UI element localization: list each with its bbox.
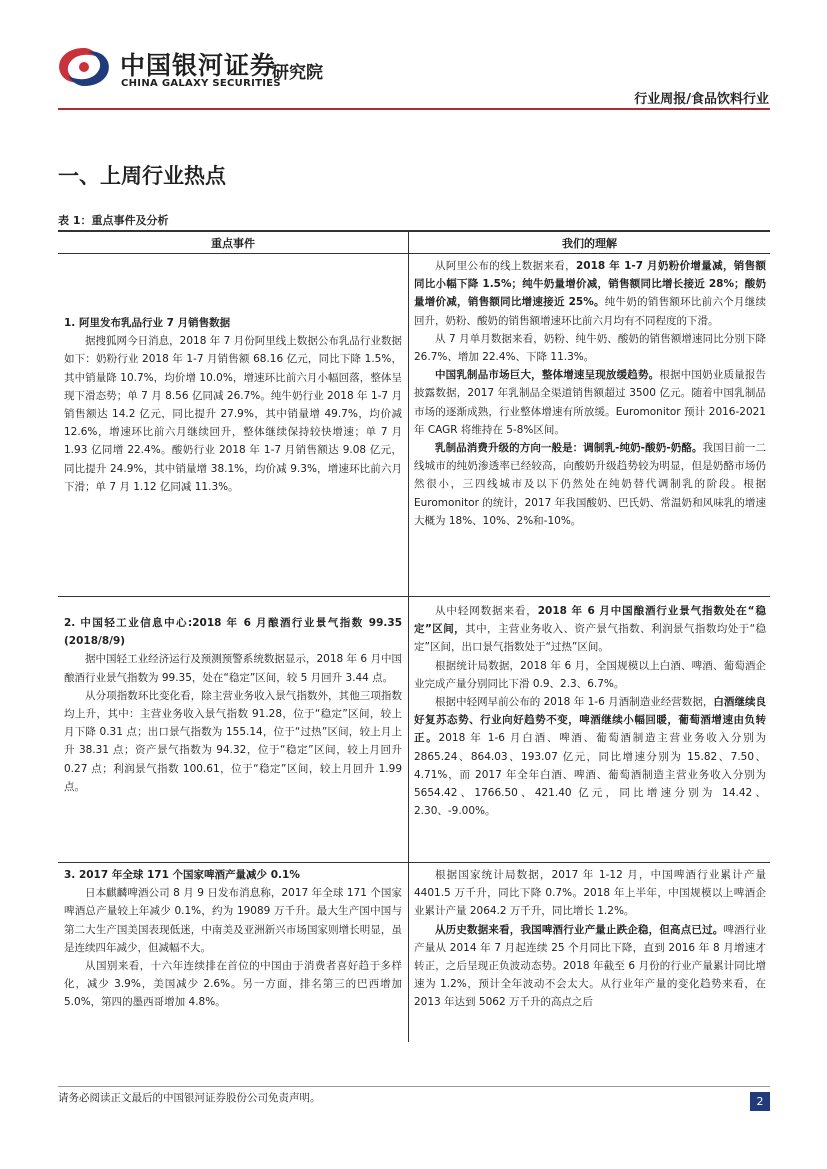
page-header xyxy=(0,0,827,112)
row-divider xyxy=(58,862,770,863)
analysis-paragraph: 根据国家统计局数据，2017 年 1-12 月，中国啤酒行业累计产量 4401.5 万千升，同比下降 0.7%。2018 年上半年，中国规模以上啤酒企业累计产量 2064.2 万千升，同比增长 1.2%。 xyxy=(414,869,766,918)
page-number: 2 xyxy=(750,1092,770,1111)
table-row-1-event xyxy=(64,314,402,496)
section-title: 一、上周行业热点 xyxy=(58,164,226,188)
column-divider xyxy=(408,230,409,1042)
table-top-rule xyxy=(58,230,770,232)
header-rule xyxy=(58,108,770,110)
brand-name-en: CHINA GALAXY SECURITIES xyxy=(121,78,281,89)
brand-name-cn: 中国银河证券 xyxy=(120,51,277,80)
event-title: 1. 阿里发布乳品行业 7 月销售数据 xyxy=(64,317,231,329)
event-paragraph: 日本麒麟啤酒公司 8 月 9 日发布消息称，2017 年全球 171 个国家啤酒总产量较上年减少 0.1%，约为 19089 万千升。最大生产国中国与第二大生产国美国表现低迷，中南美及亚洲新兴市场国家则增长明显，虽是连续四年减少，但减幅不大。 xyxy=(64,887,402,954)
event-title: 3. 2017 年全球 171 个国家啤酒产量减少 0.1% xyxy=(64,869,300,881)
institute-label: 研究院 xyxy=(272,63,323,83)
table-caption: 表 1：重点事件及分析 xyxy=(58,214,169,227)
analysis-paragraph: 从中轻网数据来看，2018 年 6 月中国酿酒行业景气指数处在“稳定”区间，其中，主营业务收入、资产景气指数、利润景气指数均处于“稳定”区间，出口景气指数处于“过热”区间。 xyxy=(414,605,766,654)
event-paragraph: 据搜狐网今日消息，2018 年 7 月份阿里线上数据公布乳品行业数据如下：奶粉行业 2018 年 1-7 月销售额 68.16 亿元，同比下降 1.5%，其中销量降 10.7%，均价增 10.0%，增速环比前六月小幅回落，整体呈现下滑态势；单 7 月 8.56 亿同减 26.7%。纯牛奶行业 2018 年 1-7 月销售额达 14.2 亿元，同比提升 27.9%，其中销量增 49.7%，均价减 12.6%，增速环比前六月继续回升，整体继续保持较快增速；单 7 月 1.93 亿同增 22.4%。酸奶行业 2018 年 1-7 月销售额达 9.08 亿元，同比提升 24.9%，其中销量增 38.1%，均价减 9.3%，增速环比前六月下滑；单 7 月 1.12 亿同减 11.3%。 xyxy=(64,335,402,493)
event-paragraph: 从国别来看，十六年连续排在首位的中国由于消费者喜好趋于多样化，减少 3.9%，美国减少 2.6%。另一方面，排名第三的巴西增加 5.0%，第四的墨西哥增加 4.8%。 xyxy=(64,960,402,1009)
analysis-paragraph: 乳制品消费升级的方向一般是：调制乳-纯奶-酸奶-奶酪。我国目前一二线城市的纯奶渗透率已经较高，向酸奶升级趋势较为明显，但是奶酪市场仍然很小，三四线城市及以下仍然处在纯奶替代调制乳的阶段。根据 Euromonitor 的统计，2017 年我国酸奶、巴氏奶、常温奶和风味乳的增速大概为 18%、10%、2%和-10%。 xyxy=(414,442,767,527)
analysis-paragraph: 中国乳制品市场巨大，整体增速呈现放缓趋势。根据中国奶业质量报告披露数据，2017 年乳制品全渠道销售额超过 3500 亿元。随着中国乳制品市场的逐渐成熟，行业整体增速有所放缓。Euromonitor 预计 2016-2021 年 CAGR 将维持在 5-8%区间。 xyxy=(414,369,767,436)
analysis-paragraph: 根据统计局数据，2018 年 6 月，全国规模以上白酒、啤酒、葡萄酒企业完成产量分别同比下滑 0.9、2.3、6.7%。 xyxy=(414,659,766,690)
analysis-paragraph: 从阿里公布的线上数据来看，2018 年 1-7 月奶粉价增量减，销售额同比小幅下降 1.5%；纯牛奶量增价减，销售额同比增长接近 28%；酸奶量增价减，销售额同比增速接近 25%。纯牛奶的销售额环比前六个月继续回升，奶粉、酸奶的销售额增速环比前六月均有不同程度的下滑。 xyxy=(414,260,767,327)
report-type: 行业周报/食品饮料行业 xyxy=(634,92,769,107)
table-header-rule xyxy=(58,253,770,254)
event-title: 2. 中国轻工业信息中心:2018 年 6 月酿酒行业景气指数 99.35 (2018/8/9) xyxy=(64,617,402,648)
analysis-paragraph: 从 7 月单月数据来看，奶粉、纯牛奶、酸奶的销售额增速同比分别下降 26.7%、增加 22.4%、下降 11.3%。 xyxy=(414,332,766,364)
event-paragraph: 据中国轻工业经济运行及预测预警系统数据显示，2018 年 6 月中国酿酒行业景气指数为 99.35，处在“稳定”区间，较 5 月回升 3.44 点。 xyxy=(64,653,402,684)
column-header-events: 重点事件 xyxy=(211,237,255,250)
table-row-3-event xyxy=(64,866,402,1012)
table-row-1-analysis xyxy=(414,257,766,530)
disclaimer: 请务必阅读正文最后的中国银河证券股份公司免责声明。 xyxy=(58,1092,321,1104)
analysis-paragraph: 从历史数据来看，我国啤酒行业产量止跌企稳，但高点已过。啤酒行业产量从 2014 年 7 月起连续 25 个月同比下降，直到 2016 年 8 月增速才转正，之后呈现正负波动态势。2018 年截至 6 月份的行业产量累计同比增速为 1.2%，预计全年波动不会太大。从行业年产量的变化趋势来看，在 2013 年达到 5062 万千升的高点之后 xyxy=(414,923,767,1009)
row-divider xyxy=(58,596,770,597)
table-row-2-analysis xyxy=(414,602,766,820)
table-row-2-event xyxy=(64,614,402,796)
footer-rule xyxy=(58,1086,770,1087)
column-header-analysis: 我们的理解 xyxy=(562,237,617,250)
event-paragraph: 从分项指数环比变化看，除主营业务收入景气指数外，其他三项指数均上升，其中：主营业务收入景气指数 91.28，位于“稳定”区间，较上月下降 0.31 点；出口景气指数为 155.14，位于“过热”区间，较上月上升 38.31 点；资产景气指数为 94.32，位于“稳定”区间，较上月回升 0.27 点；利润景气指数 100.61，位于“稳定”区间，较上月回升 1.99 点。 xyxy=(64,689,402,793)
table-row-3-analysis xyxy=(414,866,766,1012)
analysis-paragraph: 根据中轻网早前公布的 2018 年 1-6 月酒制造业经营数据，白酒继续良好复苏态势、行业向好趋势不变，啤酒继续小幅回暖，葡萄酒增速由负转正。2018 年 1-6 月白酒、啤酒、葡萄酒制造主营业务收入分别为 2865.24、864.03、193.07 亿元，同比增速分别为 15.82、7.50、4.71%，而 2017 年全年白酒、啤酒、葡萄酒制造主营业务收入分别为 5654.42、1766.50、421.40 亿元，同比增速分别为 14.42、2.30、-9.00%。 xyxy=(414,696,766,818)
galaxy-logo-icon xyxy=(54,44,114,90)
